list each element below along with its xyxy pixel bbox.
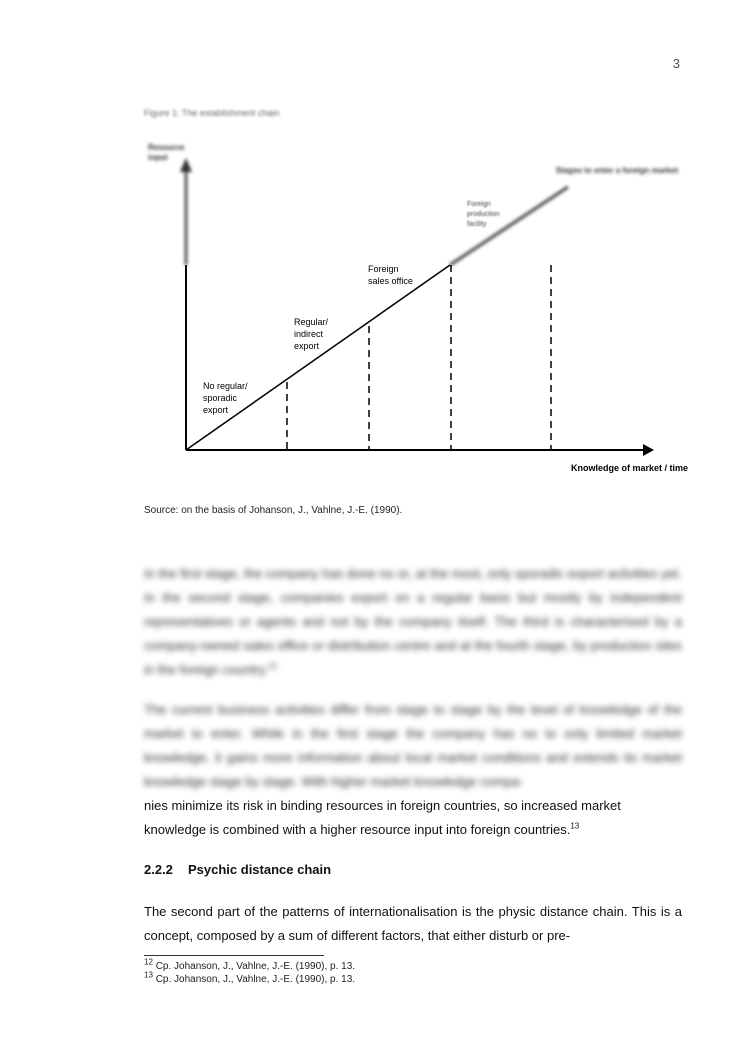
x-axis-label: Knowledge of market / time — [570, 463, 688, 473]
section-heading — [144, 862, 331, 877]
stage-label-2-line3: export — [294, 341, 320, 351]
paragraph-knowledge-line2: knowledge is combined with a higher resource input into foreign countries. — [144, 822, 571, 837]
establishment-chain-figure — [140, 140, 700, 480]
stage-label-3 — [368, 264, 413, 286]
stage-label-1-line1: No regular/ — [203, 381, 248, 391]
stage-label-2-line1: Regular/ — [294, 317, 329, 327]
footnote-ref-12: 12 — [268, 661, 277, 671]
y-axis-label — [148, 143, 185, 162]
paragraph-knowledge-blurred: The current business activities differ from stage to stage by the level of knowledge of the market to enter. While in the first stage the company has no to only limited market knowledge, it gains more information about local market conditions and extends its market knowledge stage by stage. With higher market knowledge compa- — [144, 702, 682, 789]
stage-label-3-line2: sales office — [368, 276, 413, 286]
stage-label-4 — [467, 201, 500, 228]
paragraph-stages-text: In the first stage, the company has done no or, at the most, only sporadic export activities yet. In the second stage, companies export on a regular basis but mostly by independent representatives or agents and not by the company itself. The third is characterised by a company-owned sales office or distribution centre and at the fourth stage, by production sites in the foreign country. — [144, 566, 682, 677]
figure-source: Source: on the basis of Johanson, J., Vahlne, J.-E. (1990). — [144, 505, 403, 516]
stage-label-2-line2: indirect — [294, 329, 324, 339]
footnotes — [144, 957, 356, 986]
paragraph-knowledge-line1: nies minimize its risk in binding resources in foreign countries, so increased market — [144, 798, 621, 813]
figure-title-right: Stages to enter a foreign market — [555, 166, 678, 175]
section-title: Psychic distance chain — [188, 862, 332, 877]
stage-label-1 — [203, 381, 248, 415]
figure-caption: Figure 1: The establishment chain — [144, 108, 280, 118]
stage-label-1-line2: sporadic — [203, 393, 238, 403]
section-number: 2.2.2 — [144, 862, 173, 877]
footnote-13-text: Cp. Johanson, J., Vahlne, J.-E. (1990), p. 13. — [155, 974, 356, 985]
stage-label-4-line3: facility — [467, 221, 487, 228]
stage-line — [186, 265, 450, 450]
paragraph-psychic-distance: The second part of the patterns of internationalisation is the physic distance chain. This is a concept, composed by a sum of different factors, that either disturb or pre- — [144, 904, 682, 943]
stage-label-4-line1: Foreign — [467, 201, 491, 208]
y-axis-arrowhead — [180, 158, 192, 172]
footnote-divider — [144, 955, 324, 956]
stage-label-2 — [294, 317, 329, 351]
stage-label-4-line2: production — [467, 211, 500, 218]
x-axis-arrowhead — [643, 444, 654, 456]
y-axis-label-line2: input — [148, 153, 168, 162]
footnote-12 — [144, 957, 356, 973]
paragraph-knowledge — [144, 794, 682, 842]
footnote-12-text: Cp. Johanson, J., Vahlne, J.-E. (1990), p. 13. — [155, 961, 356, 972]
page-number: 3 — [672, 56, 680, 71]
footnote-12-number: 12 — [144, 957, 153, 967]
footnote-ref-13: 13 — [570, 821, 580, 831]
footnote-13 — [144, 970, 356, 986]
paragraph-stages — [144, 562, 682, 682]
y-axis-label-line1: Resource — [148, 143, 185, 152]
stage-label-3-line1: Foreign — [368, 264, 399, 274]
footnote-13-number: 13 — [144, 970, 153, 980]
stage-label-1-line3: export — [203, 405, 229, 415]
